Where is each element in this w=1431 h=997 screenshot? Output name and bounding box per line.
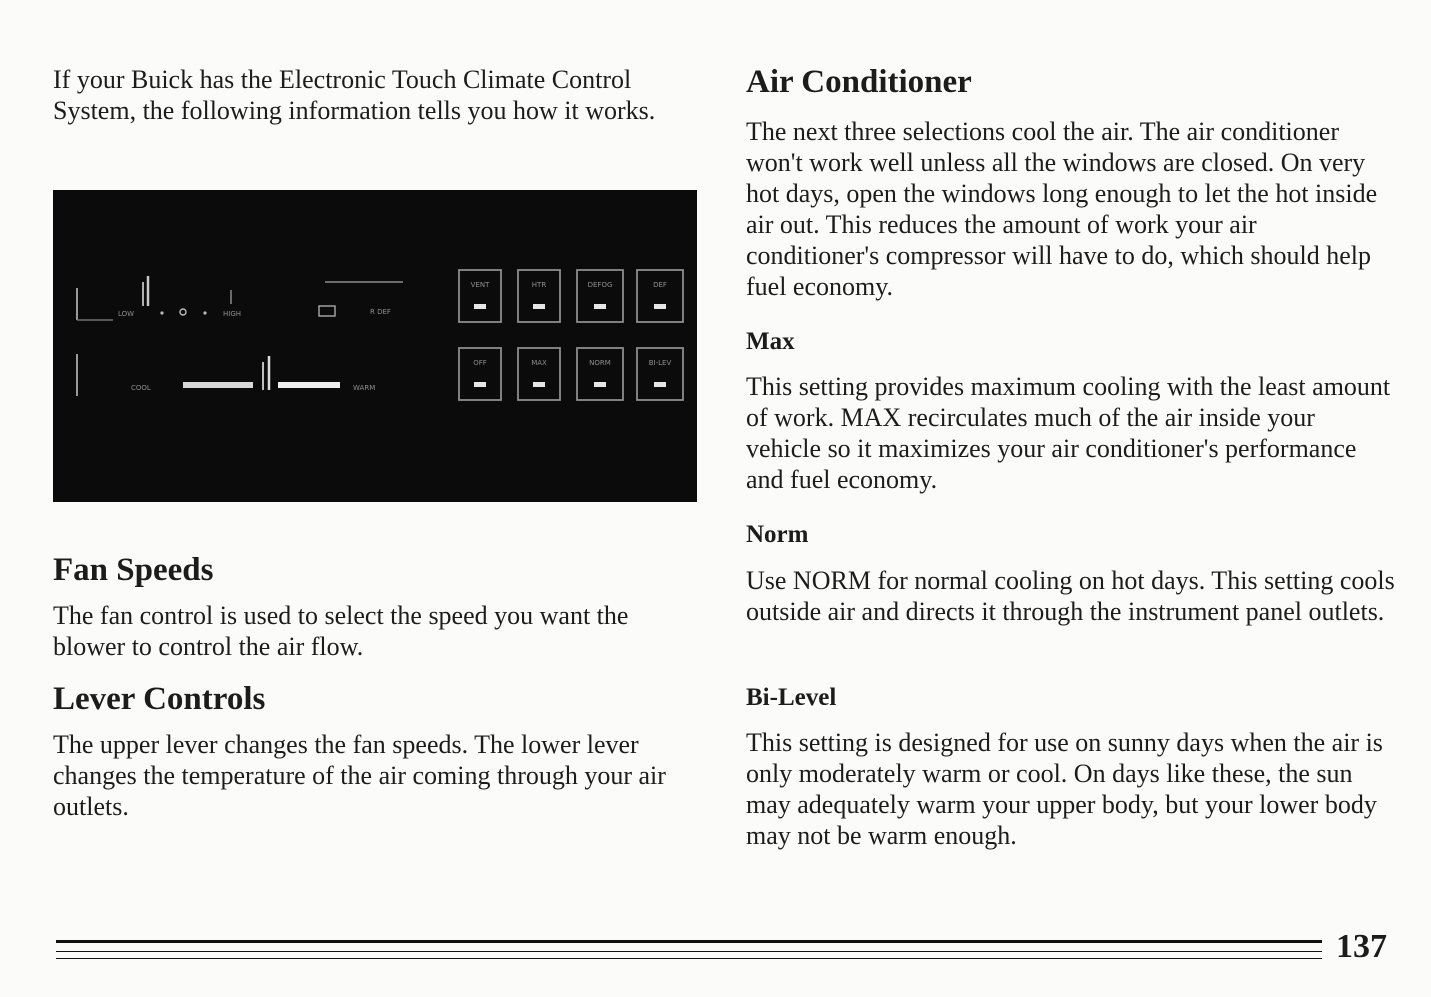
- footer-rule-thick: [56, 940, 1322, 943]
- svg-text:OFF: OFF: [473, 359, 487, 367]
- svg-text:BI-LEV: BI-LEV: [648, 359, 672, 367]
- svg-text:DEFOG: DEFOG: [587, 281, 613, 289]
- footer-rule-thin-2: [56, 958, 1322, 959]
- lever-controls-heading: Lever Controls: [53, 681, 266, 717]
- norm-paragraph: Use NORM for normal cooling on hot days. This setting cools outside air and directs it through the instrument panel outlets.: [746, 566, 1395, 626]
- climate-control-panel-image: [53, 190, 697, 502]
- svg-text:MAX: MAX: [531, 359, 547, 367]
- temp-gradient-cool: [183, 382, 253, 388]
- air-conditioner-paragraph: The next three selections cool the air. The air conditioner won't work well unless all the windows are closed. On very hot days, open the windows long enough to let the hot inside air out. This reduces the amount of work your air conditioner's compressor will have to do, which should help fuel economy.: [746, 117, 1378, 301]
- temp-warm-label: WARM: [353, 384, 376, 392]
- temp-cool-label: COOL: [131, 384, 151, 392]
- air-conditioner-heading: Air Conditioner: [746, 64, 972, 100]
- mode-button-norm[interactable]: [577, 348, 623, 400]
- mode-button-max[interactable]: [518, 348, 560, 400]
- temp-gradient-warm: [278, 382, 340, 388]
- fan-high-label: HIGH: [223, 310, 242, 318]
- mode-button-bilevel[interactable]: [637, 348, 683, 400]
- norm-heading: Norm: [746, 521, 809, 548]
- fan-low-label: LOW: [118, 310, 135, 318]
- rear-defrost-label: R DEF: [370, 308, 391, 316]
- max-heading: Max: [746, 328, 795, 355]
- mode-button-vent[interactable]: [459, 270, 501, 322]
- mode-button-defog[interactable]: [577, 270, 623, 322]
- footer-rule-thin: [56, 951, 1322, 952]
- max-paragraph: This setting provides maximum cooling with the least amount of work. MAX recirculates much of the air inside your vehicle so it maximizes your air conditioner's performance and fuel economy.: [746, 372, 1391, 494]
- rear-defrost-icon: [319, 306, 335, 316]
- svg-text:VENT: VENT: [470, 281, 490, 289]
- climate-panel-drawing: [53, 190, 697, 502]
- fan-speeds-heading: Fan Speeds: [53, 552, 214, 588]
- mode-button-off[interactable]: [459, 348, 501, 400]
- mode-button-heater[interactable]: [518, 270, 560, 322]
- intro-paragraph: If your Buick has the Electronic Touch Climate Control System, the following information tells you how it works.: [53, 65, 656, 125]
- fan-speeds-paragraph: The fan control is used to select the speed you want the blower to control the air flow.: [53, 601, 629, 661]
- mode-button-defrost[interactable]: [637, 270, 683, 322]
- svg-text:DEF: DEF: [653, 281, 667, 289]
- bilevel-heading: Bi-Level: [746, 684, 837, 711]
- svg-text:NORM: NORM: [589, 359, 611, 367]
- svg-text:HTR: HTR: [531, 281, 547, 289]
- lever-controls-paragraph: The upper lever changes the fan speeds. The lower lever changes the temperature of the air coming through your air outlets.: [53, 730, 666, 821]
- fan-icon: [180, 309, 186, 315]
- page-number: 137: [1336, 928, 1387, 965]
- bilevel-paragraph: This setting is designed for use on sunny days when the air is only moderately warm or cool. On days like these, the sun may adequately warm your upper body, but your lower body may not be warm enough.: [746, 728, 1383, 850]
